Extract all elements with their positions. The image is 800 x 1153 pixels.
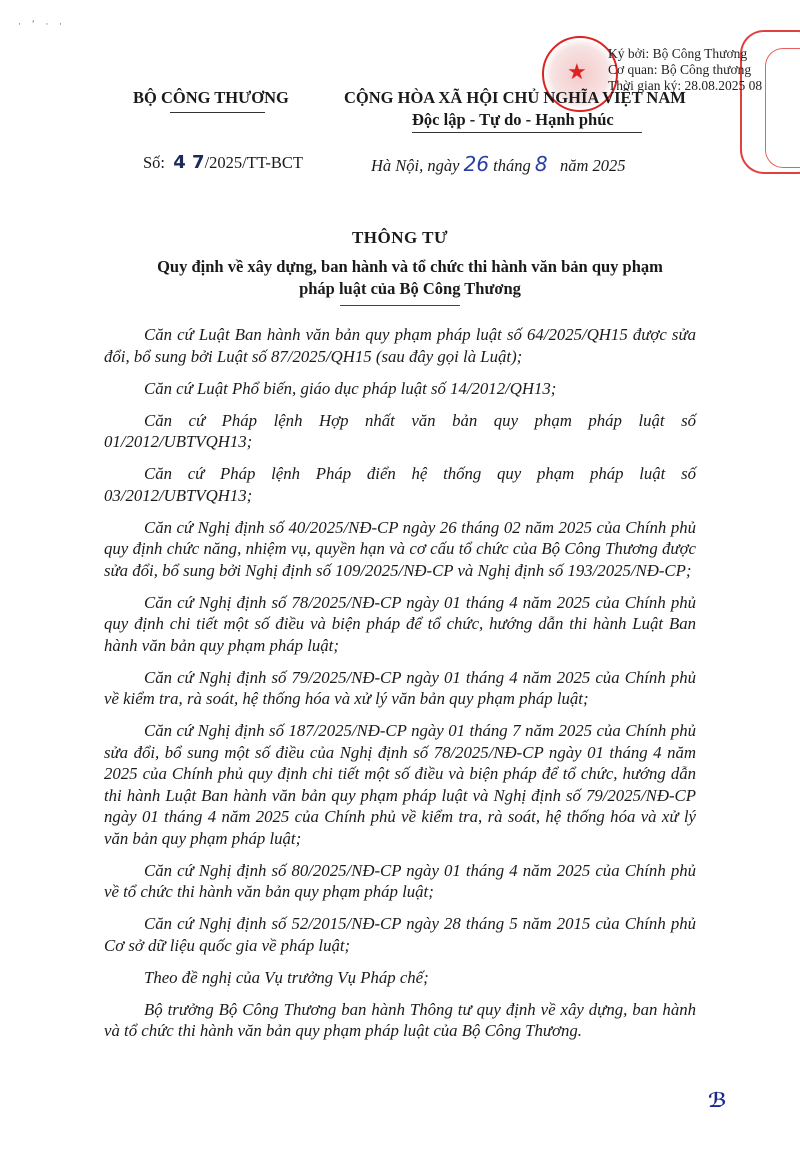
scan-specks: · ’ · · bbox=[18, 20, 67, 30]
document-type-title: THÔNG TƯ bbox=[351, 228, 449, 247]
red-stamp-frame-inner bbox=[765, 48, 800, 168]
subtitle-line-2: pháp luật của Bộ Công Thương bbox=[299, 279, 521, 298]
paragraph: Căn cứ Nghị định số 187/2025/NĐ-CP ngày 01 tháng 7 năm 2025 của Chính phủ sửa đổi, bổ sung một số điều của Nghị định số 78/2025/NĐ-CP ngày 01 tháng 4 năm 2025 của Chính phủ quy định chi tiết một số điều và biện pháp để tổ chức, hướng dẫn thi hành Luật Ban hành văn bản quy phạm pháp luật và Nghị định số 79/2025/NĐ-CP ngày 01 tháng 4 năm 2025 của Chính phủ về kiểm tra, rà soát, hệ thống hóa và xử lý văn bản quy phạm pháp luật; bbox=[104, 721, 696, 848]
paragraph: Căn cứ Nghị định số 80/2025/NĐ-CP ngày 01 tháng 4 năm 2025 của Chính phủ về tổ chức thi hành văn bản quy phạm pháp luật; bbox=[104, 860, 696, 901]
digital-signature-info bbox=[608, 46, 762, 94]
motto-underline bbox=[412, 132, 642, 133]
paragraph: Căn cứ Nghị định số 78/2025/NĐ-CP ngày 01 tháng 4 năm 2025 của Chính phủ quy định chi tiết một số điều và biện pháp để tổ chức, hướng dẫn thi hành Luật Ban hành văn bản quy phạm pháp luật; bbox=[104, 592, 696, 655]
subtitle-underline bbox=[340, 305, 460, 306]
paragraph: Căn cứ Nghị định số 79/2025/NĐ-CP ngày 01 tháng 4 năm 2025 của Chính phủ về kiểm tra, rà soát, hệ thống hóa và xử lý văn bản quy phạm pháp luật; bbox=[104, 667, 696, 708]
national-motto: Độc lập - Tự do - Hạnh phúc bbox=[412, 110, 614, 129]
doc-number-suffix: /2025/TT-BCT bbox=[204, 153, 303, 172]
signing-agency: Cơ quan: Bộ Công thương bbox=[608, 62, 752, 77]
paragraph: Căn cứ Luật Phổ biến, giáo dục pháp luật số 14/2012/QH13; bbox=[144, 378, 557, 398]
seal-star-icon: ★ bbox=[567, 60, 587, 85]
paragraph: Căn cứ Nghị định số 40/2025/NĐ-CP ngày 26 tháng 02 năm 2025 của Chính phủ quy định chức năng, nhiệm vụ, quyền hạn và cơ cấu tổ chức của Bộ Công Thương được sửa đổi, bổ sung bởi Nghị định số 109/2025/NĐ-CP và Nghị định số 193/2025/NĐ-CP; bbox=[104, 517, 696, 580]
signed-by: Ký bởi: Bộ Công Thương bbox=[608, 46, 748, 61]
agency-underline bbox=[170, 112, 265, 113]
doc-number-handwritten: 4 7 bbox=[173, 152, 205, 173]
handwritten-initial-mark: ℬ bbox=[708, 1088, 727, 1112]
place-and-date bbox=[371, 152, 626, 176]
paragraph: Bộ trưởng Bộ Công Thương ban hành Thông tư quy định về xây dựng, ban hành và tổ chức thi hành văn bản quy phạm pháp luật của Bộ Công Thương. bbox=[104, 999, 696, 1040]
subtitle-line-1: Quy định về xây dựng, ban hành và tổ chức thi hành văn bản quy phạm bbox=[157, 257, 663, 276]
place-label: Hà Nội, ngày bbox=[371, 156, 460, 175]
paragraph: Theo đề nghị của Vụ trưởng Vụ Pháp chế; bbox=[144, 967, 429, 987]
paragraph: Căn cứ Pháp lệnh Hợp nhất văn bản quy phạm pháp luật số 01/2012/UBTVQH13; bbox=[104, 410, 696, 451]
document-subtitle bbox=[110, 256, 710, 300]
signing-time: Thời gian ký: 28.08.2025 08 bbox=[608, 78, 763, 93]
paragraph: Căn cứ Pháp lệnh Pháp điển hệ thống quy phạm pháp luật số 03/2012/UBTVQH13; bbox=[104, 464, 696, 505]
paragraph: Căn cứ Luật Ban hành văn bản quy phạm pháp luật số 64/2025/QH15 được sửa đổi, bổ sung bởi Luật số 87/2025/QH15 (sau đây gọi là Luật); bbox=[104, 325, 696, 366]
document-number bbox=[143, 152, 303, 173]
issuing-agency: BỘ CÔNG THƯƠNG bbox=[133, 88, 289, 107]
handwritten-month: 8 bbox=[534, 152, 548, 176]
paragraph: Căn cứ Nghị định số 52/2015/NĐ-CP ngày 28 tháng 5 năm 2015 của Chính phủ Cơ sở dữ liệu quốc gia về pháp luật; bbox=[104, 914, 696, 955]
national-title: CỘNG HÒA XÃ HỘI CHỦ NGHĨA VIỆT NAM bbox=[344, 88, 686, 107]
year-label: năm 2025 bbox=[560, 156, 626, 175]
doc-number-prefix: Số: bbox=[143, 153, 166, 172]
month-label: tháng bbox=[493, 156, 531, 175]
document-body bbox=[104, 324, 696, 1052]
handwritten-day: 26 bbox=[463, 152, 490, 176]
